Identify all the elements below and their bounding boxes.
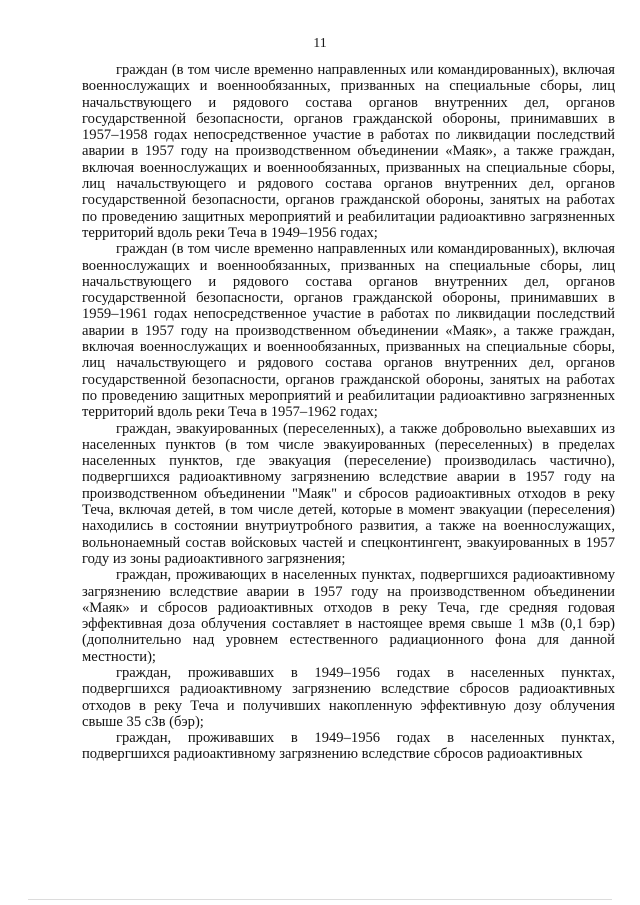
paragraph-residents-1949-1956-continued: граждан, проживавших в 1949–1956 годах в населенных пунктах, подвергшихся радиоактивному загрязнению вследствие сбросов радиоактивных: [82, 730, 615, 763]
paragraph-evacuated-citizens: граждан, эвакуированных (переселенных), а также добровольно выехавших из населенных пунктов (в том числе эвакуированных (переселенных) в пределах населенных пунктов, где эвакуация (переселение) производилась частично), подвергшихся радиоактивному загрязнению вследствие аварии в 1957 году на производственном объединении "Маяк" и сбросов радиоактивных отходов в реку Теча, включая детей, в том числе детей, которые в момент эвакуации (переселения) находились в состоянии внутриутробного развития, а также на военнослужащих, вольнонаемный состав войсковых частей и спецконтингент, эвакуированных в 1957 году из зоны радиоактивного загрязнения;: [82, 420, 615, 567]
document-body: [82, 62, 615, 763]
paragraph-liquidators-1959-1961: граждан (в том числе временно направленных или командированных), включая военнослужащих и военнообязанных, призванных на специальные сборы, лиц начальствующего и рядового состава органов внутренних дел, органов государственной безопасности, органов гражданской обороны, принимавших в 1959–1961 годах непосредственное участие в работах по ликвидации последствий аварии в 1957 году на производственном объединении «Маяк», а также граждан, включая военнослужащих и военнообязанных, призванных на специальные сборы, лиц начальствующего и рядового состава органов внутренних дел, органов государственной безопасности, органов гражданской обороны, занятых на работах по проведению защитных мероприятий и реабилитации радиоактивно загрязненных территорий вдоль реки Теча в 1957–1962 годах;: [82, 241, 615, 421]
paragraph-residents-1949-1956-dose: граждан, проживавших в 1949–1956 годах в населенных пунктах, подвергшихся радиоактивному загрязнению вследствие сбросов радиоактивных отходов в реку Теча и получивших накопленную эффективную дозу облучения свыше 35 сЗв (бэр);: [82, 664, 615, 730]
page-bottom-divider: [28, 899, 612, 900]
page-number: 11: [313, 36, 327, 51]
paragraph-liquidators-1957-1958: граждан (в том числе временно направленных или командированных), включая военнослужащих и военнообязанных, призванных на специальные сборы, лиц начальствующего и рядового состава органов внутренних дел, органов государственной безопасности, органов гражданской обороны, принимавших в 1957–1958 годах непосредственное участие в работах по ликвидации последствий аварии в 1957 году на производственном объединении «Маяк», а также граждан, включая военнослужащих и военнообязанных, призванных на специальные сборы, лиц начальствующего и рядового состава органов внутренних дел, органов государственной безопасности, органов гражданской обороны, занятых на работах по проведению защитных мероприятий и реабилитации радиоактивно загрязненных территорий вдоль реки Теча в 1949–1956 годах;: [82, 62, 615, 241]
paragraph-residing-citizens: граждан, проживающих в населенных пунктах, подвергшихся радиоактивному загрязнению вследствие аварии в 1957 году на производственном объединении «Маяк» и сбросов радиоактивных отходов в реку Теча, где средняя годовая эффективная доза облучения составляет в настоящее время свыше 1 мЗв (0,1 бэр) (дополнительно над уровнем естественного радиационного фона для данной местности);: [82, 567, 615, 665]
